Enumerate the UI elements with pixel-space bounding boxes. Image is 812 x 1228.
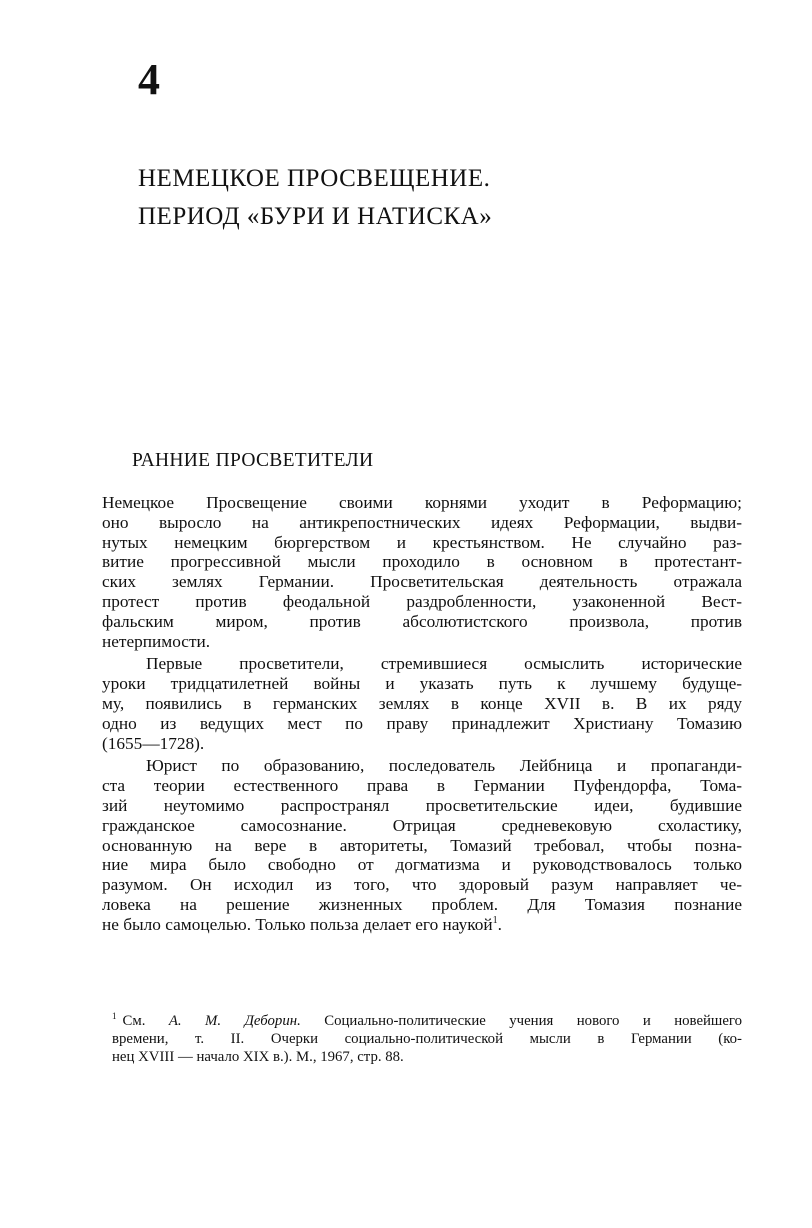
footnote-text: Социально-политические учения нового и новейшего [324, 1013, 742, 1029]
text-line: нутых немецким бюргерством и крестьянством. Не случайно раз- [102, 532, 742, 552]
chapter-title [138, 160, 492, 236]
text-line: (1655—1728). [102, 733, 205, 753]
text-line: уроки тридцатилетней войны и указать путь к лучшему будуще- [102, 674, 742, 694]
body-text [102, 493, 742, 935]
text-line: му, появились в германских землях в конце XVII в. В их ряду [102, 693, 742, 713]
text-line: протест против феодальной раздробленности, узаконенной Вест- [102, 591, 742, 611]
text-line: ние мира было свободно от догматизма и руководствовалось только [102, 855, 742, 875]
text-line: зий неутомимо распространял просветительские идеи, будившие [102, 795, 742, 815]
footnote-line-2: времени, т. II. Очерки социально-политической мысли в Германии (ко- [112, 1031, 742, 1047]
chapter-title-line-1: НЕМЕЦКОЕ ПРОСВЕЩЕНИЕ. [138, 165, 491, 192]
text-line: витие прогрессивной мысли проходило в основном в протестант- [102, 552, 742, 572]
text-line: фальским миром, против абсолютистского произвола, против [102, 611, 742, 631]
text-line: Первые просветители, стремившиеся осмыслить исторические [146, 654, 742, 674]
footnote-prefix: См. [122, 1013, 146, 1029]
paragraph-2 [102, 654, 742, 753]
paragraph-3 [102, 756, 742, 934]
text-line-with-note: не было самоцелью. Только польза делает его наукой$^1$. [102, 914, 502, 934]
text-line: нетерпимости. [102, 631, 211, 651]
footnote-line-1 [112, 1012, 742, 1030]
text-line: ских землях Германии. Просветительская деятельность отражала [102, 572, 742, 592]
text-line: оно выросло на антикрепостнических идеях Реформации, выдви- [102, 512, 742, 532]
text-line: Юрист по образованию, последователь Лейбница и пропаганди- [146, 756, 742, 776]
section-heading: РАННИЕ ПРОСВЕТИТЕЛИ [132, 450, 374, 471]
text-line: гражданское самосознание. Отрицая средневековую схоластику, [102, 815, 742, 835]
text-line: Немецкое Просвещение своими корнями уходит в Реформацию; [102, 493, 742, 512]
footnote-line-3: нец XVIII — начало XIX в.). М., 1967, стр. 88. [112, 1049, 404, 1065]
text-line: одно из ведущих мест по праву принадлежит Христиану Томазию [102, 713, 742, 733]
paragraph-1 [102, 493, 742, 651]
text-line: основанную на вере в авторитеты, Томазий требовал, чтобы позна- [102, 835, 742, 855]
footnote-author: А. М. Деборин. [168, 1013, 301, 1029]
footnote [112, 1012, 742, 1066]
chapter-title-line-2: ПЕРИОД «БУРИ И НАТИСКА» [138, 203, 493, 230]
text-line: ста теории естественного права в Германии Пуфендорфа, Тома- [102, 776, 742, 796]
footnote-mark: 1 [112, 1011, 117, 1022]
text-line: разумом. Он исходил из того, что здоровый разум направляет че- [102, 875, 742, 895]
footnote-reference[interactable]: 1 [492, 914, 498, 926]
text-line: ловека на решение жизненных проблем. Для Томазия познание [102, 894, 742, 914]
text-line: не было самоцелью. Только польза делает его наукой [102, 914, 493, 934]
chapter-number: 4 [138, 55, 160, 104]
